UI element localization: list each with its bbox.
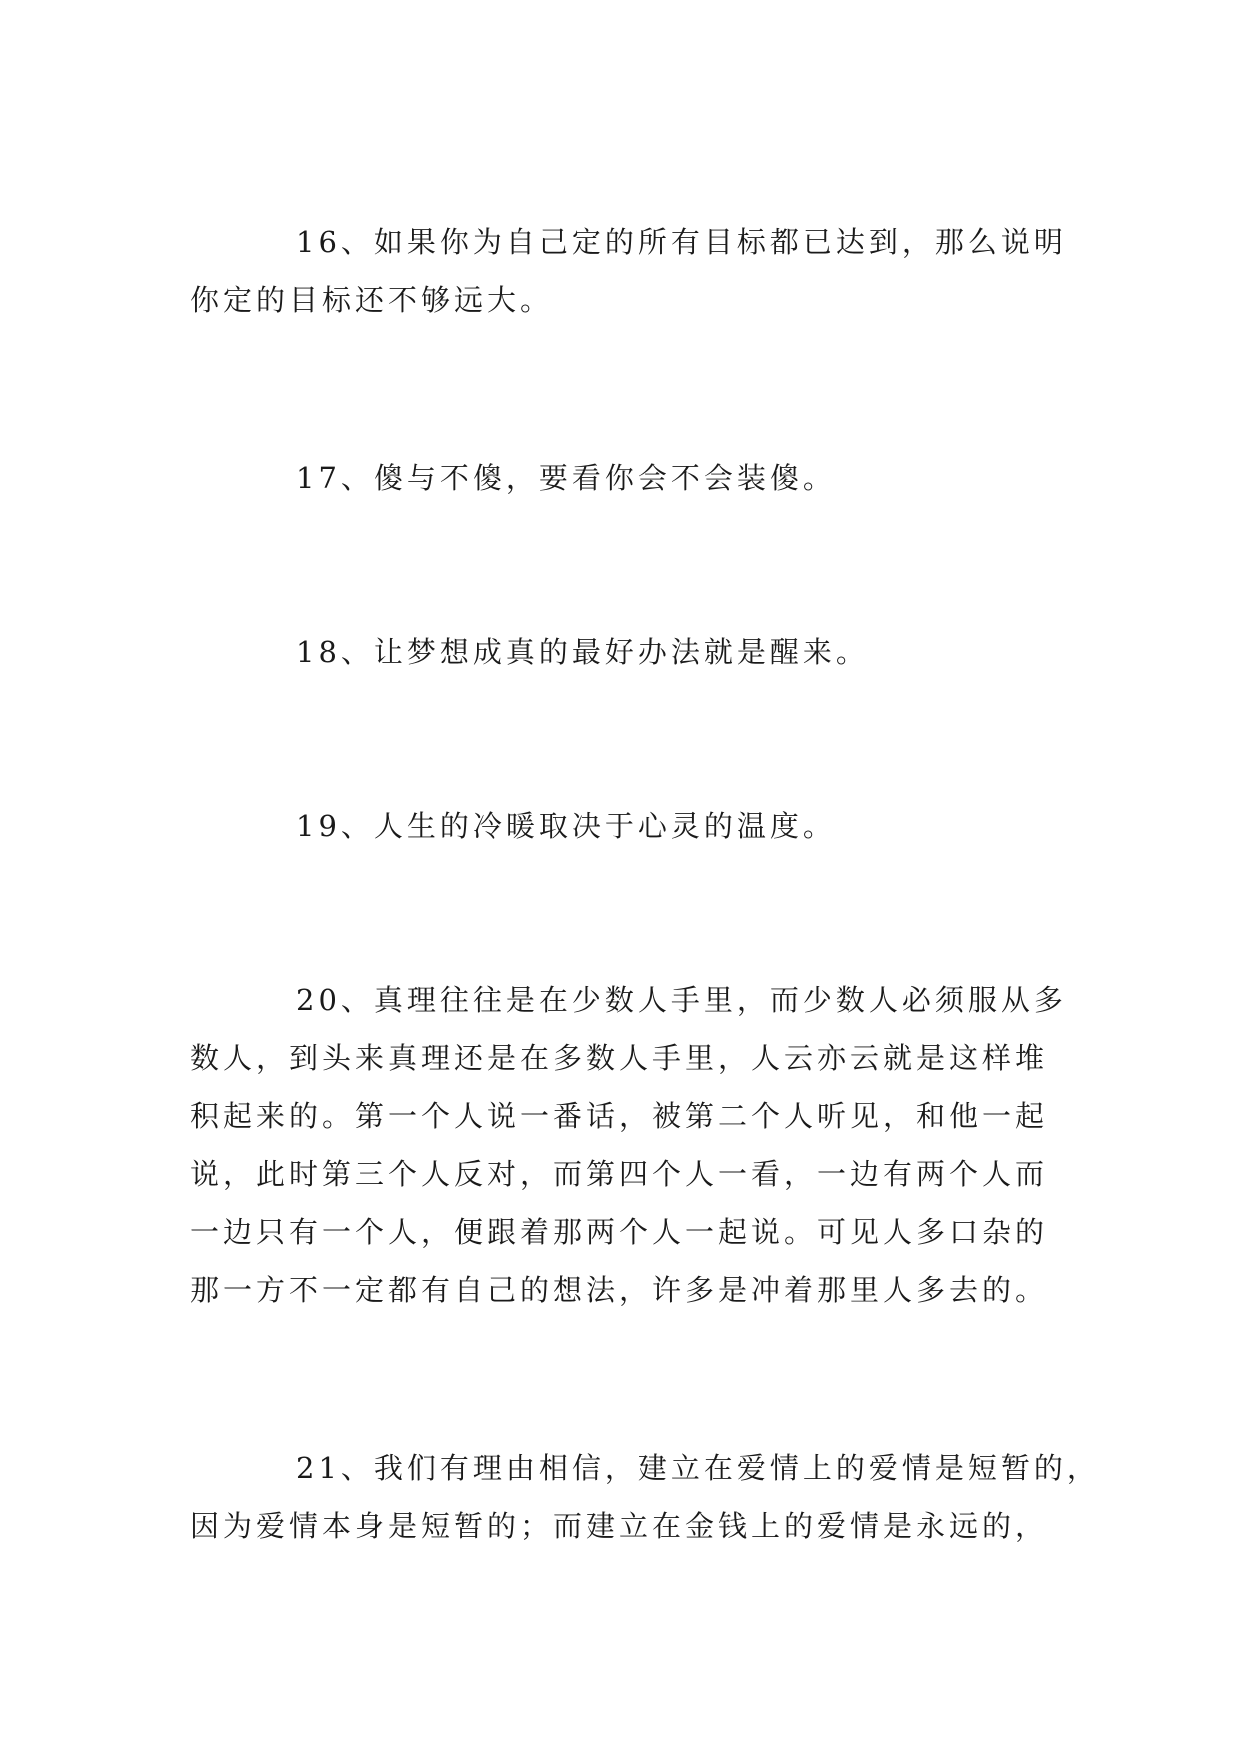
paragraph-line: 那一方不一定都有自己的想法，许多是冲着那里人多去的。 [190, 1273, 1049, 1307]
paragraph-line: 19、人生的冷暖取决于心灵的温度。 [296, 809, 836, 843]
paragraph-line: 说，此时第三个人反对，而第四个人一看，一边有两个人而 [190, 1157, 1049, 1191]
paragraph-21 [190, 1439, 1100, 1555]
paragraph-line: 21、我们有理由相信，建立在爱情上的爱情是短暂的， [296, 1451, 1100, 1485]
paragraph-18 [190, 623, 1070, 681]
paragraph-19 [190, 797, 1070, 855]
paragraph-16 [190, 213, 1070, 329]
paragraph-line: 16、如果你为自己定的所有目标都已达到，那么说明 [296, 225, 1067, 259]
paragraph-line: 18、让梦想成真的最好办法就是醒来。 [296, 635, 869, 669]
paragraph-20 [190, 971, 1070, 1319]
paragraph-line: 20、真理往往是在少数人手里，而少数人必须服从多 [296, 983, 1067, 1017]
paragraph-line: 一边只有一个人，便跟着那两个人一起说。可见人多口杂的 [190, 1215, 1049, 1249]
paragraph-line: 你定的目标还不够远大。 [190, 283, 554, 317]
paragraph-line: 因为爱情本身是短暂的；而建立在金钱上的爱情是永远的， [190, 1509, 1049, 1543]
paragraph-line: 积起来的。第一个人说一番话，被第二个人听见，和他一起 [190, 1099, 1049, 1133]
paragraph-line: 17、傻与不傻，要看你会不会装傻。 [296, 461, 836, 495]
paragraph-17 [190, 449, 1070, 507]
paragraph-line: 数人，到头来真理还是在多数人手里，人云亦云就是这样堆 [190, 1041, 1049, 1075]
